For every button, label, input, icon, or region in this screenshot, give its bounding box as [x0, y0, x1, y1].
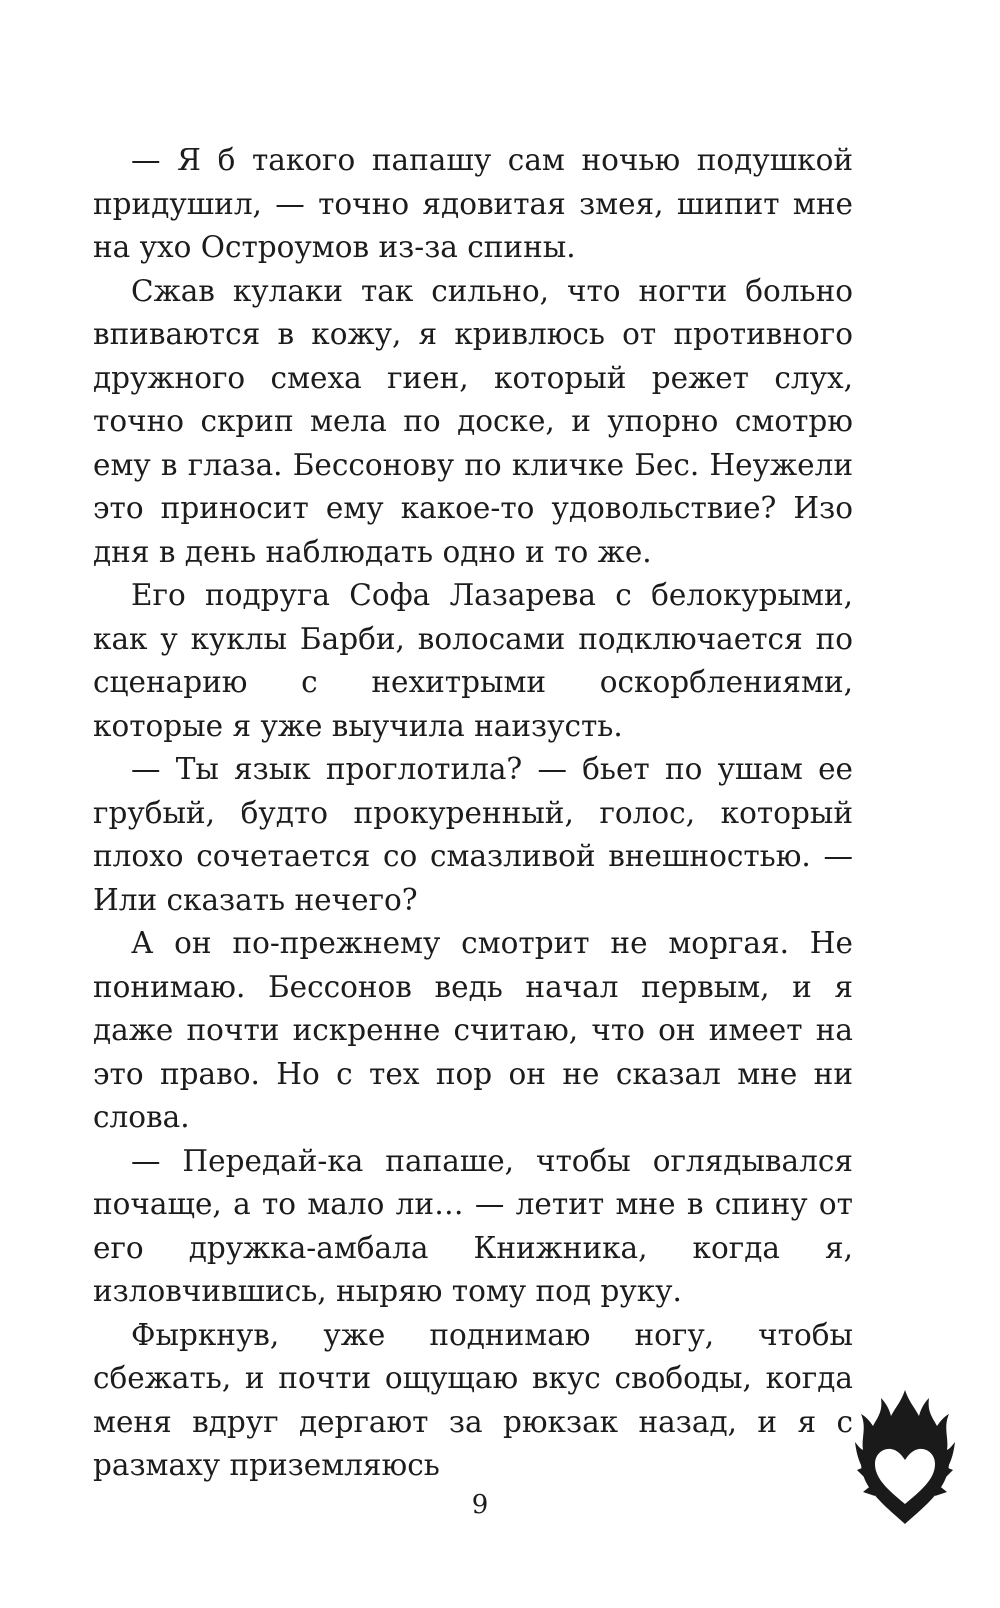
- paragraph: — Я б такого папашу сам ночью подушкой придушил, — точно ядовитая змея, шипит мне на ухо Остроумов из-за спины.: [93, 143, 853, 264]
- page-number: 9: [471, 1490, 489, 1520]
- paragraph: Сжав кулаки так сильно, что ногти больно впиваются в кожу, я кривлюсь от противного дружного смеха гиен, который режет слух, точно скрип мела по доске, и упорно смотрю ему в глаза. Бессонову по кличке Бес. Неужели это приносит ему какое-то удовольствие? Изо дня в день наблюдать одно и то же.: [93, 273, 853, 569]
- paragraph: — Ты язык проглотила? — бьет по ушам ее грубый, будто прокуренный, голос, который плохо сочетается со смазливой внешностью. — Или сказать нечего?: [93, 752, 853, 917]
- paragraph: Фыркнув, уже поднимаю ногу, чтобы сбежать, и почти ощущаю вкус свободы, когда меня вдруг дергают за рюкзак назад, и я с размаху приземляюсь: [93, 1317, 853, 1482]
- paragraph: А он по-прежнему смотрит не моргая. Не понимаю. Бессонов ведь начал первым, и я даже почти искренне считаю, что он имеет на это право. Но с тех пор он не сказал мне ни слова.: [93, 926, 853, 1134]
- flaming-heart-icon: [855, 1388, 955, 1526]
- paragraph: Его подруга Софа Лазарева с белокурыми, как у куклы Барби, волосами подключается по сценарию с нехитрыми оскорблениями, которые я уже выучила наизусть.: [93, 578, 853, 743]
- body-text: [93, 139, 853, 1488]
- paragraph: — Передай-ка папаше, чтобы оглядывался почаще, а то мало ли… — летит мне в спину от его дружка-амбала Книжника, когда я, изловчившись, ныряю тому под руку.: [93, 1143, 853, 1308]
